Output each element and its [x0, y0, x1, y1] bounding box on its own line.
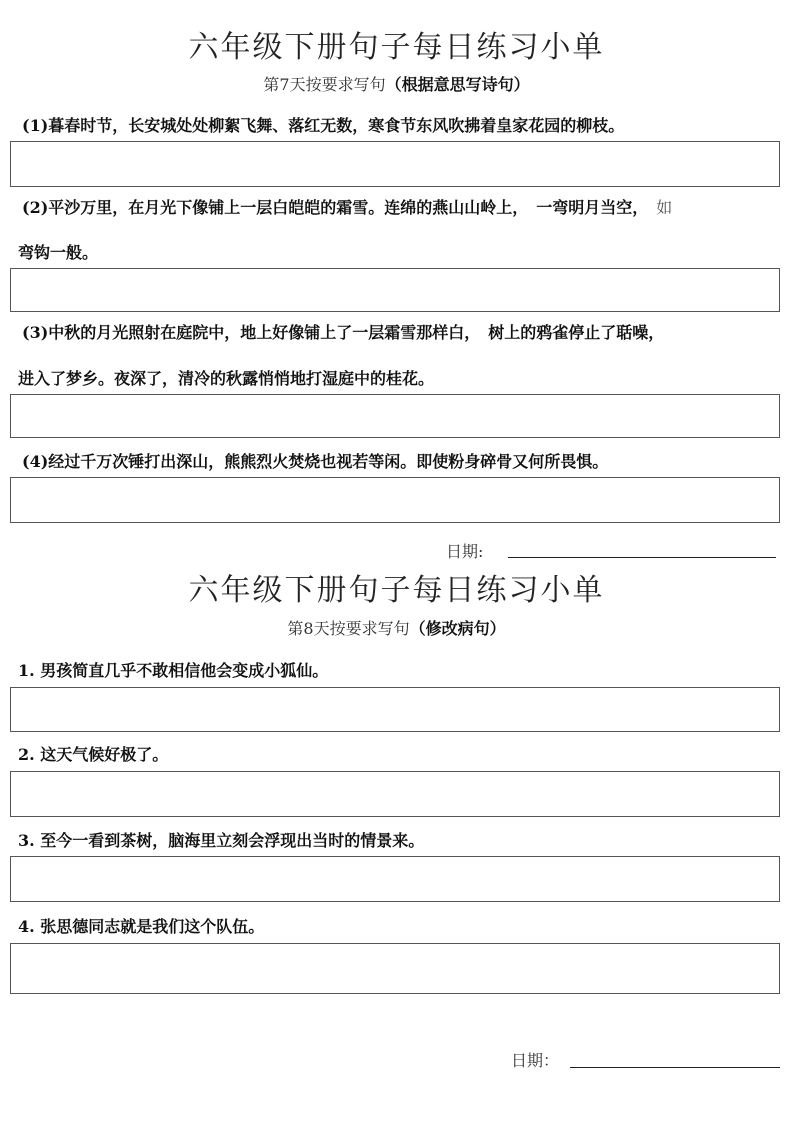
correction-box-2[interactable]	[10, 771, 780, 817]
subtitle-day8-prefix: 第8天按要求写句	[287, 619, 410, 638]
date-label-day8: 日期：	[511, 1051, 560, 1070]
answer-box-1[interactable]	[10, 141, 780, 187]
date-label-day7: 日期:	[446, 542, 484, 561]
correction-box-3[interactable]	[10, 856, 780, 902]
question-2-line1	[22, 195, 672, 218]
page-title-day7: 六年级下册句子每日练习小单	[188, 30, 605, 65]
question-1-text: (1)暮春时节，长安城处处柳絮飞舞、落红无数，寒食节东风吹拂着皇家花园的柳枝。	[22, 116, 625, 135]
page-title-day8: 六年级下册句子每日练习小单	[188, 573, 605, 608]
sentence-2-text: 2. 这天气候好极了。	[18, 745, 169, 764]
correction-box-1[interactable]	[10, 687, 780, 732]
subtitle-day8-paren: （修改病句）	[409, 619, 506, 638]
sentence-3-text: 3. 至今一看到茶树，脑海里立刻会浮现出当时的情景来。	[18, 831, 425, 850]
sentence-4-text: 4. 张思德同志就是我们这个队伍。	[18, 917, 265, 936]
answer-box-3[interactable]	[10, 394, 780, 438]
subtitle-day7-prefix: 第7天按要求写句	[263, 75, 386, 94]
question-4-text: (4)经过千万次锤打出深山，熊熊烈火焚烧也视若等闲。即使粉身碎骨又何所畏惧。	[22, 452, 609, 471]
date-input-day7[interactable]	[508, 557, 776, 558]
question-2-line1-tail: 如	[656, 198, 673, 217]
subtitle-day7-paren: （根据意思写诗句）	[385, 75, 530, 94]
subtitle-day8	[0, 616, 793, 639]
answer-box-2[interactable]	[10, 268, 780, 312]
question-3-line2: 进入了梦乡。夜深了，清冷的秋露悄悄地打湿庭中的桂花。	[18, 369, 435, 388]
date-input-day8[interactable]	[570, 1067, 780, 1068]
question-2-line2: 弯钩一般。	[18, 243, 99, 262]
question-2-line1-main: (2)平沙万里，在月光下像铺上一层白皑皑的霜雪。连绵的燕山山岭上， 一弯明月当空，	[22, 198, 649, 217]
subtitle-day7	[0, 72, 793, 95]
sentence-1-text: 1. 男孩简直几乎不敢相信他会变成小狐仙。	[18, 661, 329, 680]
question-3-line1: (3)中秋的月光照射在庭院中，地上好像铺上了一层霜雪那样白， 树上的鸦雀停止了聒噪，	[22, 323, 665, 342]
answer-box-4[interactable]	[10, 477, 780, 523]
correction-box-4[interactable]	[10, 943, 780, 994]
